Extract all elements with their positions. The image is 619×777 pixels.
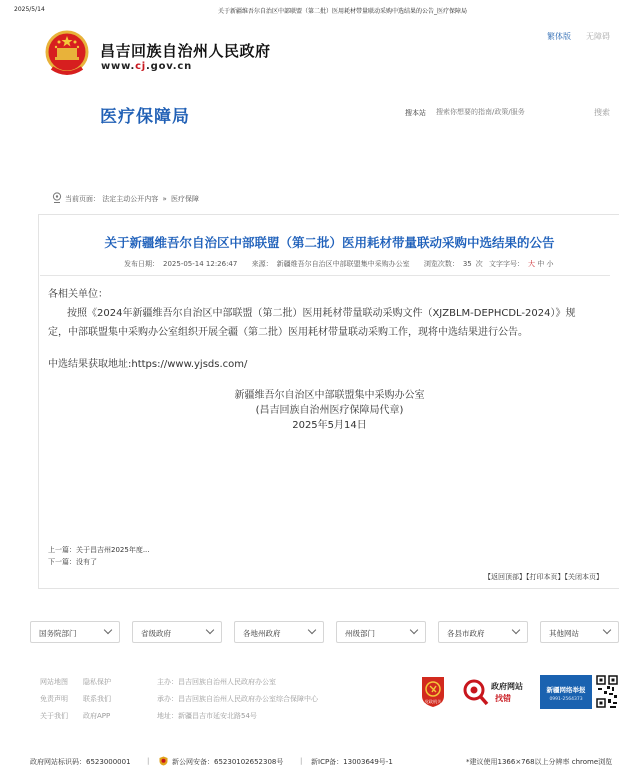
chevron-down-icon bbox=[410, 626, 418, 634]
signature-org: 新疆维吾尔自治区中部联盟集中采购办公室 bbox=[234, 390, 425, 401]
close-page-button[interactable]: 【关闭本页】 bbox=[564, 573, 603, 581]
font-size-large[interactable]: 大 bbox=[527, 260, 535, 268]
traditional-chinese-link[interactable]: 繁体版 bbox=[547, 32, 571, 41]
signature-seal: (昌吉回族自治州医疗保障局代章) bbox=[255, 405, 404, 416]
footer-address: 地址：新疆昌吉市延安北路54号 bbox=[157, 712, 257, 720]
result-link-text[interactable]: 中选结果获取地址:https://www.yjsds.com/ bbox=[48, 359, 248, 370]
footer-link-app[interactable]: 政府APP bbox=[83, 712, 111, 720]
qr-code-icon bbox=[596, 675, 618, 710]
select-state-council[interactable]: 国务院部门 bbox=[30, 621, 120, 643]
divider bbox=[40, 275, 610, 276]
article-paragraph: 按照《2024年新疆维吾尔自治区中部联盟（第二批）医用耗材带量联动采购文件（XJZBLM-DEPHCDL-2024）》规 bbox=[67, 308, 576, 319]
magnifier-icon bbox=[463, 679, 489, 707]
chevron-down-icon bbox=[104, 626, 112, 634]
divider: | bbox=[147, 757, 150, 765]
breadcrumb: 当前页面： 法定主动公开内容 » 医疗保障 bbox=[65, 195, 199, 203]
article-paragraph: 定，中部联盟集中采购办公室组织开展全疆（第二批）医用耗材带量联动采购工作，现将中选结果进行公告。 bbox=[48, 327, 528, 338]
site-name: 昌吉回族自治州人民政府 bbox=[100, 42, 271, 60]
footer-sponsor: 主办：昌吉回族自治州人民政府办公室 bbox=[157, 678, 276, 686]
article-tools bbox=[484, 572, 603, 582]
prev-article-link[interactable]: 上一篇：关于昌吉州2025年度... bbox=[48, 546, 150, 554]
print-date: 2025/5/14 bbox=[14, 6, 45, 13]
signature-date: 2025年5月14日 bbox=[292, 420, 367, 431]
print-button[interactable]: 【打印本页】 bbox=[526, 573, 565, 581]
icp-record[interactable]: 新ICP备：13003649号-1 bbox=[311, 758, 393, 766]
chevron-down-icon bbox=[603, 626, 611, 634]
font-size-small[interactable]: 小 bbox=[546, 260, 554, 268]
footer-link-sitemap[interactable]: 网站地图 bbox=[40, 678, 68, 686]
breadcrumb-item-public[interactable]: 法定主动公开内容 bbox=[102, 195, 159, 203]
article-title: 关于新疆维吾尔自治区中部联盟（第二批）医用耗材带量联动采购中选结果的公告 bbox=[104, 235, 555, 250]
footer-link-about[interactable]: 关于我们 bbox=[40, 712, 68, 720]
footer-organizer: 承办：昌吉回族自治州人民政府办公室综合保障中心 bbox=[157, 695, 318, 703]
select-other[interactable]: 其他网站 bbox=[540, 621, 619, 643]
article-salutation: 各相关单位： bbox=[48, 289, 108, 300]
article-meta: 发布日期： 2025-05-14 12:26:47 来源： 新疆维吾尔自治区中部联盟集中采购办公室 浏览次数： 35 次 文字字号： 大 中 小 bbox=[124, 260, 554, 268]
police-record[interactable]: 新公网安备：65230102652308号 bbox=[172, 758, 284, 766]
chevron-down-icon bbox=[206, 626, 214, 634]
police-emblem-icon bbox=[159, 756, 168, 766]
font-size-medium[interactable]: 中 bbox=[537, 260, 545, 268]
accessibility-link[interactable]: 无障碍 bbox=[586, 32, 610, 41]
search-button[interactable]: 搜索 bbox=[594, 108, 610, 117]
chevron-down-icon bbox=[308, 626, 316, 634]
footer-link-contact[interactable]: 联系我们 bbox=[83, 695, 111, 703]
footer-link-disclaimer[interactable]: 免责声明 bbox=[40, 695, 68, 703]
chevron-down-icon bbox=[512, 626, 520, 634]
search-input[interactable] bbox=[436, 103, 576, 121]
select-provincial[interactable]: 省级政府 bbox=[132, 621, 222, 643]
select-state-dept[interactable]: 州级部门 bbox=[336, 621, 426, 643]
xinjiang-report-badge[interactable]: 新疆网络举报 0991-2564373 bbox=[540, 675, 592, 709]
select-prefecture[interactable]: 各地州政府 bbox=[234, 621, 324, 643]
divider: | bbox=[300, 757, 303, 765]
gov-site-error-report-badge[interactable] bbox=[463, 677, 525, 709]
print-page-title: 关于新疆维吾尔自治区中部联盟（第二批）医用耗材带量联动采购中选结果的公告_医疗保障局 bbox=[218, 8, 468, 15]
gov-badge-sub: 找错 bbox=[495, 694, 511, 703]
breadcrumb-item-medical[interactable]: 医疗保障 bbox=[171, 195, 199, 203]
location-pin-icon bbox=[52, 192, 62, 204]
search-scope[interactable]: 搜本站 bbox=[405, 109, 426, 117]
footer-link-privacy[interactable]: 隐私保护 bbox=[83, 678, 111, 686]
site-code: 政府网站标识码：6523000001 bbox=[30, 758, 131, 766]
select-county[interactable]: 各县市政府 bbox=[438, 621, 528, 643]
svg-text:党政机关: 党政机关 bbox=[424, 699, 442, 704]
back-top-button[interactable]: 【返回顶部】 bbox=[484, 573, 526, 581]
next-article-link[interactable]: 下一篇：没有了 bbox=[48, 558, 97, 566]
browser-advice: *建议使用1366×768以上分辨率 chrome浏览 bbox=[466, 758, 613, 766]
site-url: www.cj.gov.cn bbox=[101, 61, 193, 72]
party-gov-badge-icon[interactable] bbox=[419, 676, 447, 708]
gov-badge-title: 政府网站 bbox=[491, 682, 523, 691]
national-emblem-icon bbox=[42, 28, 92, 80]
department-title: 医疗保障局 bbox=[100, 107, 190, 127]
